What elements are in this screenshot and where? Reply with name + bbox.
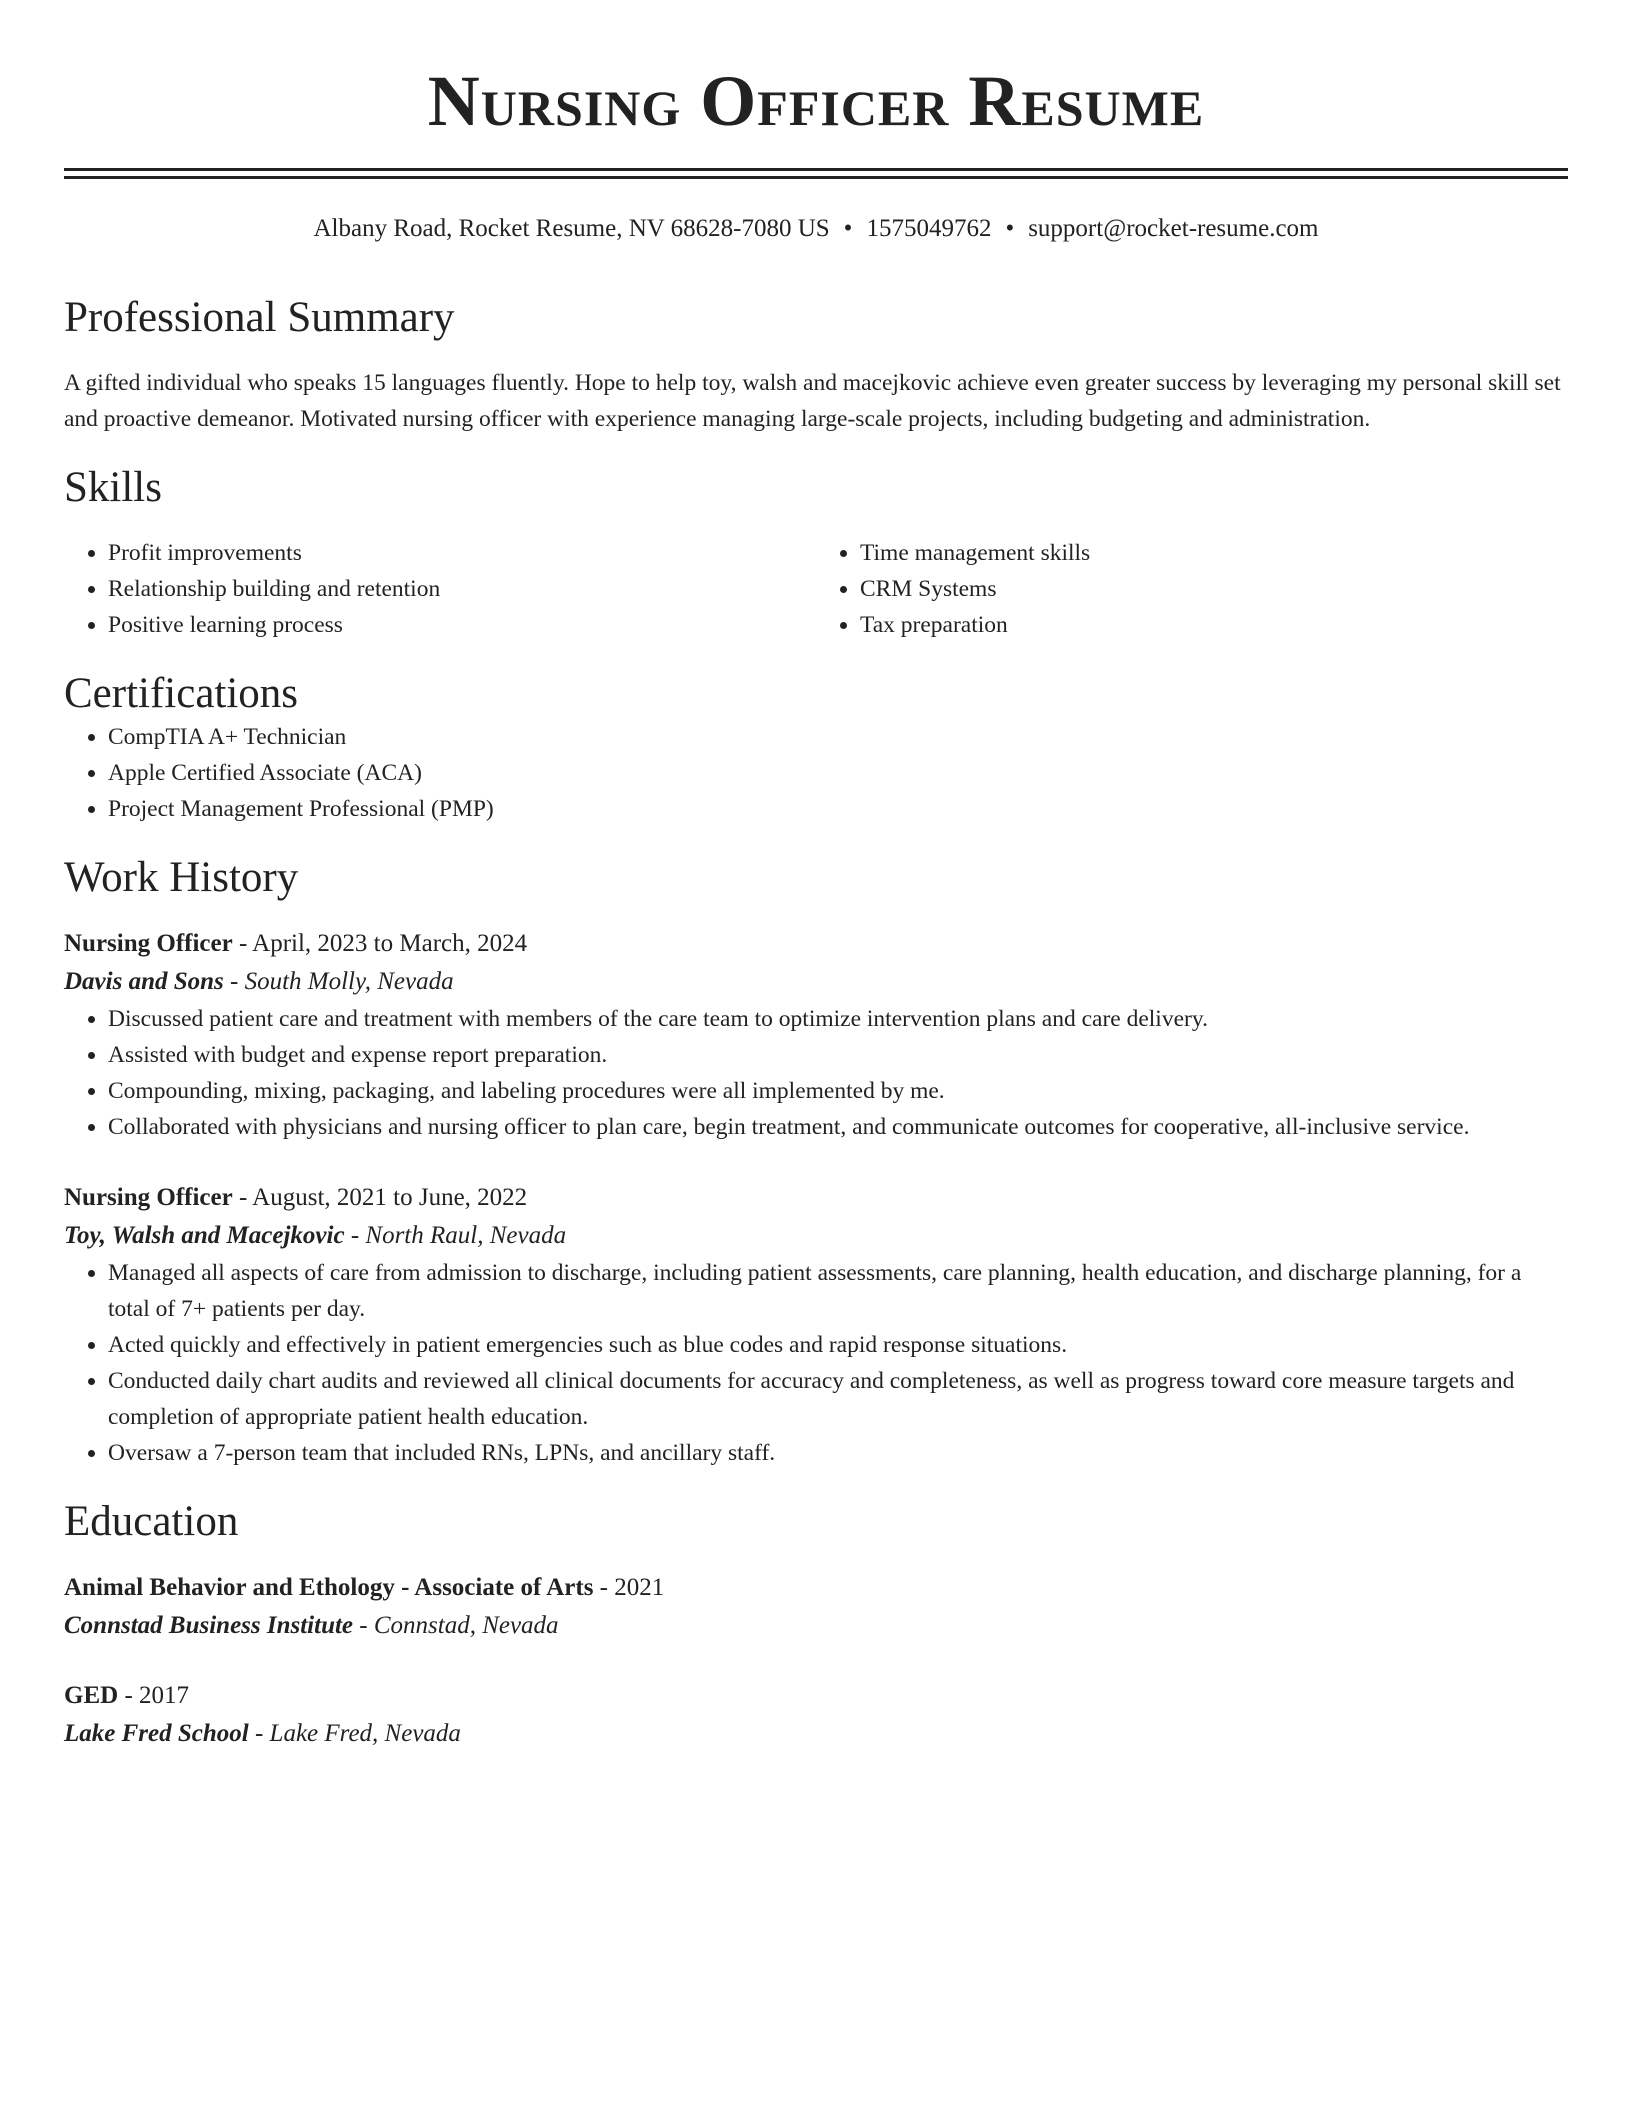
skills-column-left xyxy=(64,535,816,643)
contact-address: Albany Road, Rocket Resume, NV 68628-7080 US xyxy=(313,215,830,242)
education-year: - 2021 xyxy=(593,1574,665,1601)
education-school: Connstad Business Institute xyxy=(64,1612,354,1639)
job-entry xyxy=(64,925,1568,1145)
section-title-education: Education xyxy=(64,1498,239,1545)
job-role: Nursing Officer xyxy=(64,1184,233,1211)
education-entry xyxy=(64,1677,1568,1753)
job-responsibilities xyxy=(64,1255,1568,1471)
education-heading xyxy=(64,1677,1568,1715)
skills-list-right xyxy=(816,535,1568,643)
job-bullet: • Compounding, mixing, packaging, and labeling procedures were all implemented by me. xyxy=(108,1073,1568,1109)
education-heading xyxy=(64,1569,1568,1607)
skill-item: • CRM Systems xyxy=(860,571,1568,607)
education-degree: Animal Behavior and Ethology - Associate of Arts xyxy=(64,1574,594,1601)
certification-item: • Apple Certified Associate (ACA) xyxy=(108,755,1568,791)
job-bullet: • Oversaw a 7-person team that included RNs, LPNs, and ancillary staff. xyxy=(108,1435,1568,1471)
education-location: - Lake Fred, Nevada xyxy=(248,1720,461,1747)
skill-item: • Profit improvements xyxy=(108,535,816,571)
job-responsibilities xyxy=(64,1001,1568,1145)
job-heading xyxy=(64,925,1568,963)
job-dates: - August, 2021 to June, 2022 xyxy=(232,1184,528,1211)
job-bullet: • Discussed patient care and treatment with members of the care team to optimize intervention plans and care delivery. xyxy=(108,1001,1568,1037)
job-entry xyxy=(64,1179,1568,1471)
job-bullet: • Managed all aspects of care from admission to discharge, including patient assessments, care planning, health education, and discharge planning, for a total of 7+ patients per day. xyxy=(108,1255,1568,1327)
certifications-list xyxy=(64,719,1568,827)
education-location: - Connstad, Nevada xyxy=(353,1612,559,1639)
section-title-skills: Skills xyxy=(64,464,162,511)
job-company: Toy, Walsh and Macejkovic xyxy=(64,1222,345,1249)
contact-phone: 1575049762 xyxy=(866,215,992,242)
education-school-line xyxy=(64,1715,1568,1753)
job-role: Nursing Officer xyxy=(64,930,233,957)
certification-item: • CompTIA A+ Technician xyxy=(108,719,1568,755)
education-school: Lake Fred School xyxy=(64,1720,249,1747)
summary-text: A gifted individual who speaks 15 languages fluently. Hope to help toy, walsh and macejkovic achieve even greater success by leveraging my personal skill set and proactive demeanor. Motivated nursing officer with experience managing large-scale projects, including budgeting and administration. xyxy=(64,370,1561,432)
skill-item: • Time management skills xyxy=(860,535,1568,571)
section-title-certifications: Certifications xyxy=(64,670,299,717)
contact-line xyxy=(64,213,1568,245)
job-employer xyxy=(64,1217,1568,1255)
job-heading xyxy=(64,1179,1568,1217)
section-title-work-history: Work History xyxy=(64,854,299,901)
job-employer xyxy=(64,963,1568,1001)
education-list xyxy=(64,1569,1568,1753)
education-school-line xyxy=(64,1607,1568,1645)
job-dates: - April, 2023 to March, 2024 xyxy=(232,930,528,957)
contact-separator: • xyxy=(1005,215,1015,242)
job-location: - South Molly, Nevada xyxy=(223,968,454,995)
skills-list-left xyxy=(64,535,816,643)
education-year: - 2017 xyxy=(118,1682,190,1709)
skills-column-right xyxy=(816,535,1568,643)
job-bullet: • Acted quickly and effectively in patient emergencies such as blue codes and rapid response situations. xyxy=(108,1327,1568,1363)
education-degree: GED xyxy=(64,1682,119,1709)
section-title-summary: Professional Summary xyxy=(64,294,455,341)
certification-item: • Project Management Professional (PMP) xyxy=(108,791,1568,827)
skills-grid xyxy=(64,535,1568,643)
skill-item: • Tax preparation xyxy=(860,607,1568,643)
job-company: Davis and Sons xyxy=(64,968,224,995)
skill-item: • Relationship building and retention xyxy=(108,571,816,607)
title-double-rule xyxy=(64,168,1568,179)
contact-email: support@rocket-resume.com xyxy=(1028,215,1319,242)
skill-item: • Positive learning process xyxy=(108,607,816,643)
job-location: - North Raul, Nevada xyxy=(344,1222,567,1249)
resume-title: Nursing Officer Resume xyxy=(427,61,1205,141)
contact-separator: • xyxy=(843,215,853,242)
job-bullet: • Conducted daily chart audits and reviewed all clinical documents for accuracy and completeness, as well as progress toward core measure targets and completion of appropriate patient health education. xyxy=(108,1363,1568,1435)
education-entry xyxy=(64,1569,1568,1645)
job-bullet: • Assisted with budget and expense report preparation. xyxy=(108,1037,1568,1073)
job-bullet: • Collaborated with physicians and nursing officer to plan care, begin treatment, and communicate outcomes for cooperative, all-inclusive service. xyxy=(108,1109,1568,1145)
